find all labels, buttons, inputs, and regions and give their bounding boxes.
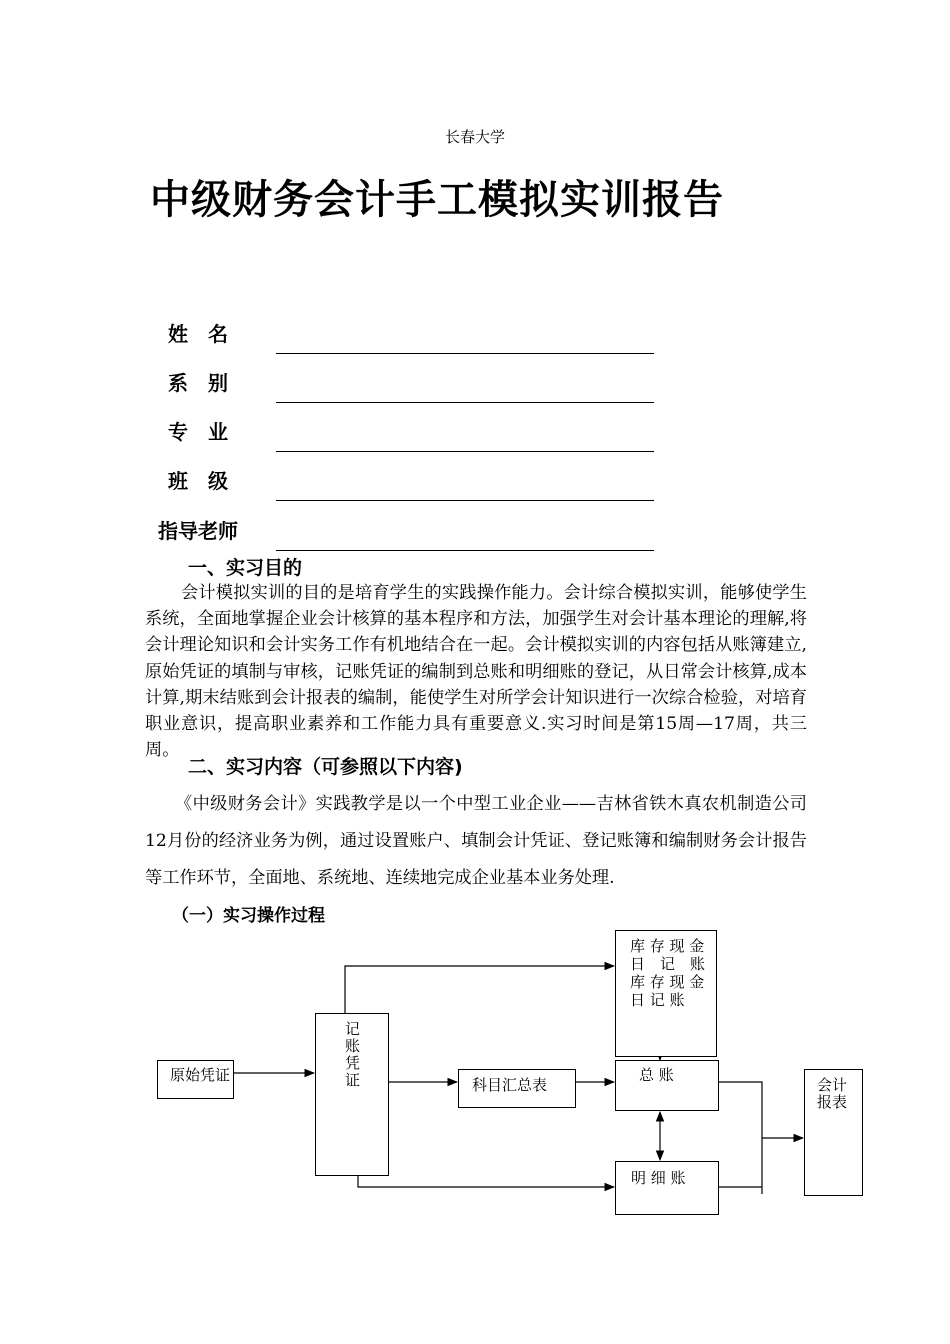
cash-journal-line-1: 库 存 现 金: [630, 937, 705, 955]
arrow-voucher-to-subsidiary: [358, 1165, 614, 1187]
arrow-voucher-to-cash-journal: [345, 966, 614, 1014]
major-label: 专 业: [168, 420, 228, 444]
cash-journal-line-3: 库 存 现 金: [630, 973, 705, 991]
department-label: 系 别: [168, 371, 228, 395]
cash-journal-line-4: 日 记 账: [630, 991, 685, 1009]
bookkeeping-voucher-char-3: 凭: [345, 1054, 361, 1072]
class-label: 班 级: [168, 469, 228, 493]
bookkeeping-voucher-char-4: 证: [345, 1071, 361, 1089]
bookkeeping-voucher-char-1: 记: [345, 1020, 361, 1038]
original-voucher-label: 原始凭证: [170, 1066, 231, 1084]
section1-heading: 一、实习目的: [188, 557, 303, 579]
university-name: 长春大学: [444, 128, 505, 146]
section2-heading: 二、实习内容（可参照以下内容): [188, 756, 463, 778]
financial-statements-line-2: 报表: [817, 1093, 848, 1111]
section1-paragraph: 会计模拟实训的目的是培育学生的实践操作能力。会计综合模拟实训，能够使学生系统，全面地掌握企业会计核算的基本程序和方法，加强学生对会计基本理论的理解,将会计理论知识和会计实务工作有机地结合在一起。会计模拟实训的内容包括从账簿建立,原始凭证的填制与审核，记账凭证的编制到总账和明细账的登记，从日常会计核算,成本计算,期末结账到会计报表的编制，能使学生对所学会计知识进行一次综合检验，对培育职业意识，提高职业素养和工作能力具有重要意义.实习时间是第15周—17周，共三周。: [145, 583, 807, 761]
general-ledger-label: 总 账: [639, 1066, 674, 1084]
ledger-to-statements-top: [719, 1082, 762, 1194]
section2-paragraph: 《中级财务会计》实践教学是以一个中型工业企业——吉林省铁木真农机制造公司12月份的经济业务为例，通过设置账户、填制会计凭证、登记账簿和编制财务会计报告等工作环节，全面地、系统地、连续地完成企业基本业务处理.: [145, 794, 807, 888]
name-label: 姓 名: [168, 322, 228, 346]
cash-journal-line-2: 日 记 账: [630, 955, 706, 973]
financial-statements-line-1: 会计: [817, 1076, 848, 1094]
process-subheading: （一）实习操作过程: [172, 906, 325, 926]
advisor-label: 指导老师: [158, 519, 238, 543]
report-title: 中级财务会计手工模拟实训报告: [150, 177, 724, 223]
bookkeeping-voucher-char-2: 账: [345, 1037, 361, 1055]
subsidiary-ledger-label: 明 细 账: [631, 1169, 686, 1187]
account-summary-label: 科目汇总表: [472, 1076, 548, 1094]
